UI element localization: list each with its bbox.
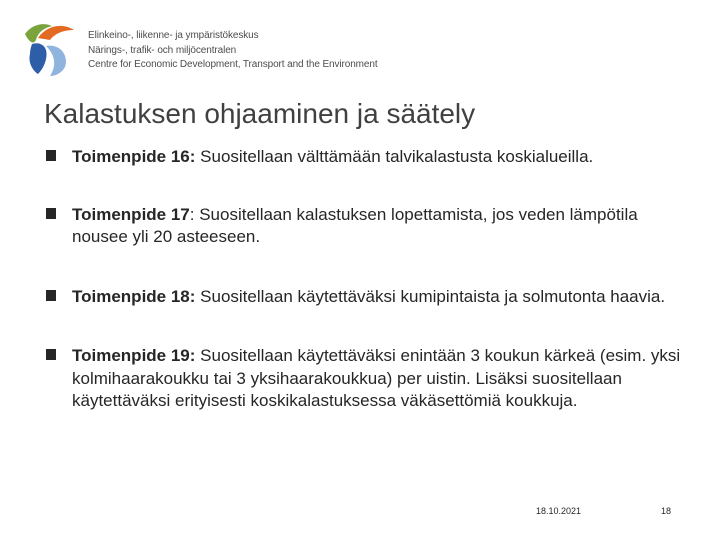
measure-text: Suositellaan käytettäväksi enintään 3 koukun kärkeä (esim. yksi kolmihaarakoukku tai 3 yksihaarakoukkua) per uistin. Lisäksi suositellaan käytettäväksi erityisesti koskikalastuksessa väkäsettömiä koukkuja. [72,346,681,410]
organization-name [88,29,378,73]
bullet-list [44,146,694,413]
square-bullet-icon [46,349,56,360]
square-bullet-icon [46,150,56,161]
measure-text: Suositellaan käytettäväksi kumipintaista ja solmutonta haavia. [195,286,666,306]
measure-label: Toimenpide 19: [72,346,196,365]
bullet-item [44,345,694,413]
square-bullet-icon [46,290,56,301]
measure-label: Toimenpide 16: [72,147,196,166]
measure-text: : Suositellaan kalastuksen lopettamista, jos veden lämpötila nousee yli 20 asteeseen. [72,204,638,246]
measure-label: Toimenpide 17 [72,204,190,224]
measure-text: Suositellaan välttämään talvikalastusta koskialueilla. [195,147,594,166]
slide-title: Kalastuksen ohjaaminen ja säätely [44,98,476,129]
bullet-item [44,204,694,249]
bullet-item [44,146,694,169]
page-number: 18 [661,506,672,516]
footer-date: 18.10.2021 [536,506,582,516]
measure-label: Toimenpide 18: [72,286,196,306]
org-name-swedish: Närings-, trafik- och miljöcentralen [88,44,237,56]
org-name-finnish: Elinkeino-, liikenne- ja ympäristökeskus [88,30,259,41]
org-name-english: Centre for Economic Development, Transport and the Environment [88,59,378,70]
square-bullet-icon [46,208,56,219]
ely-centre-logo-icon [22,20,78,78]
bullet-item [44,286,694,309]
